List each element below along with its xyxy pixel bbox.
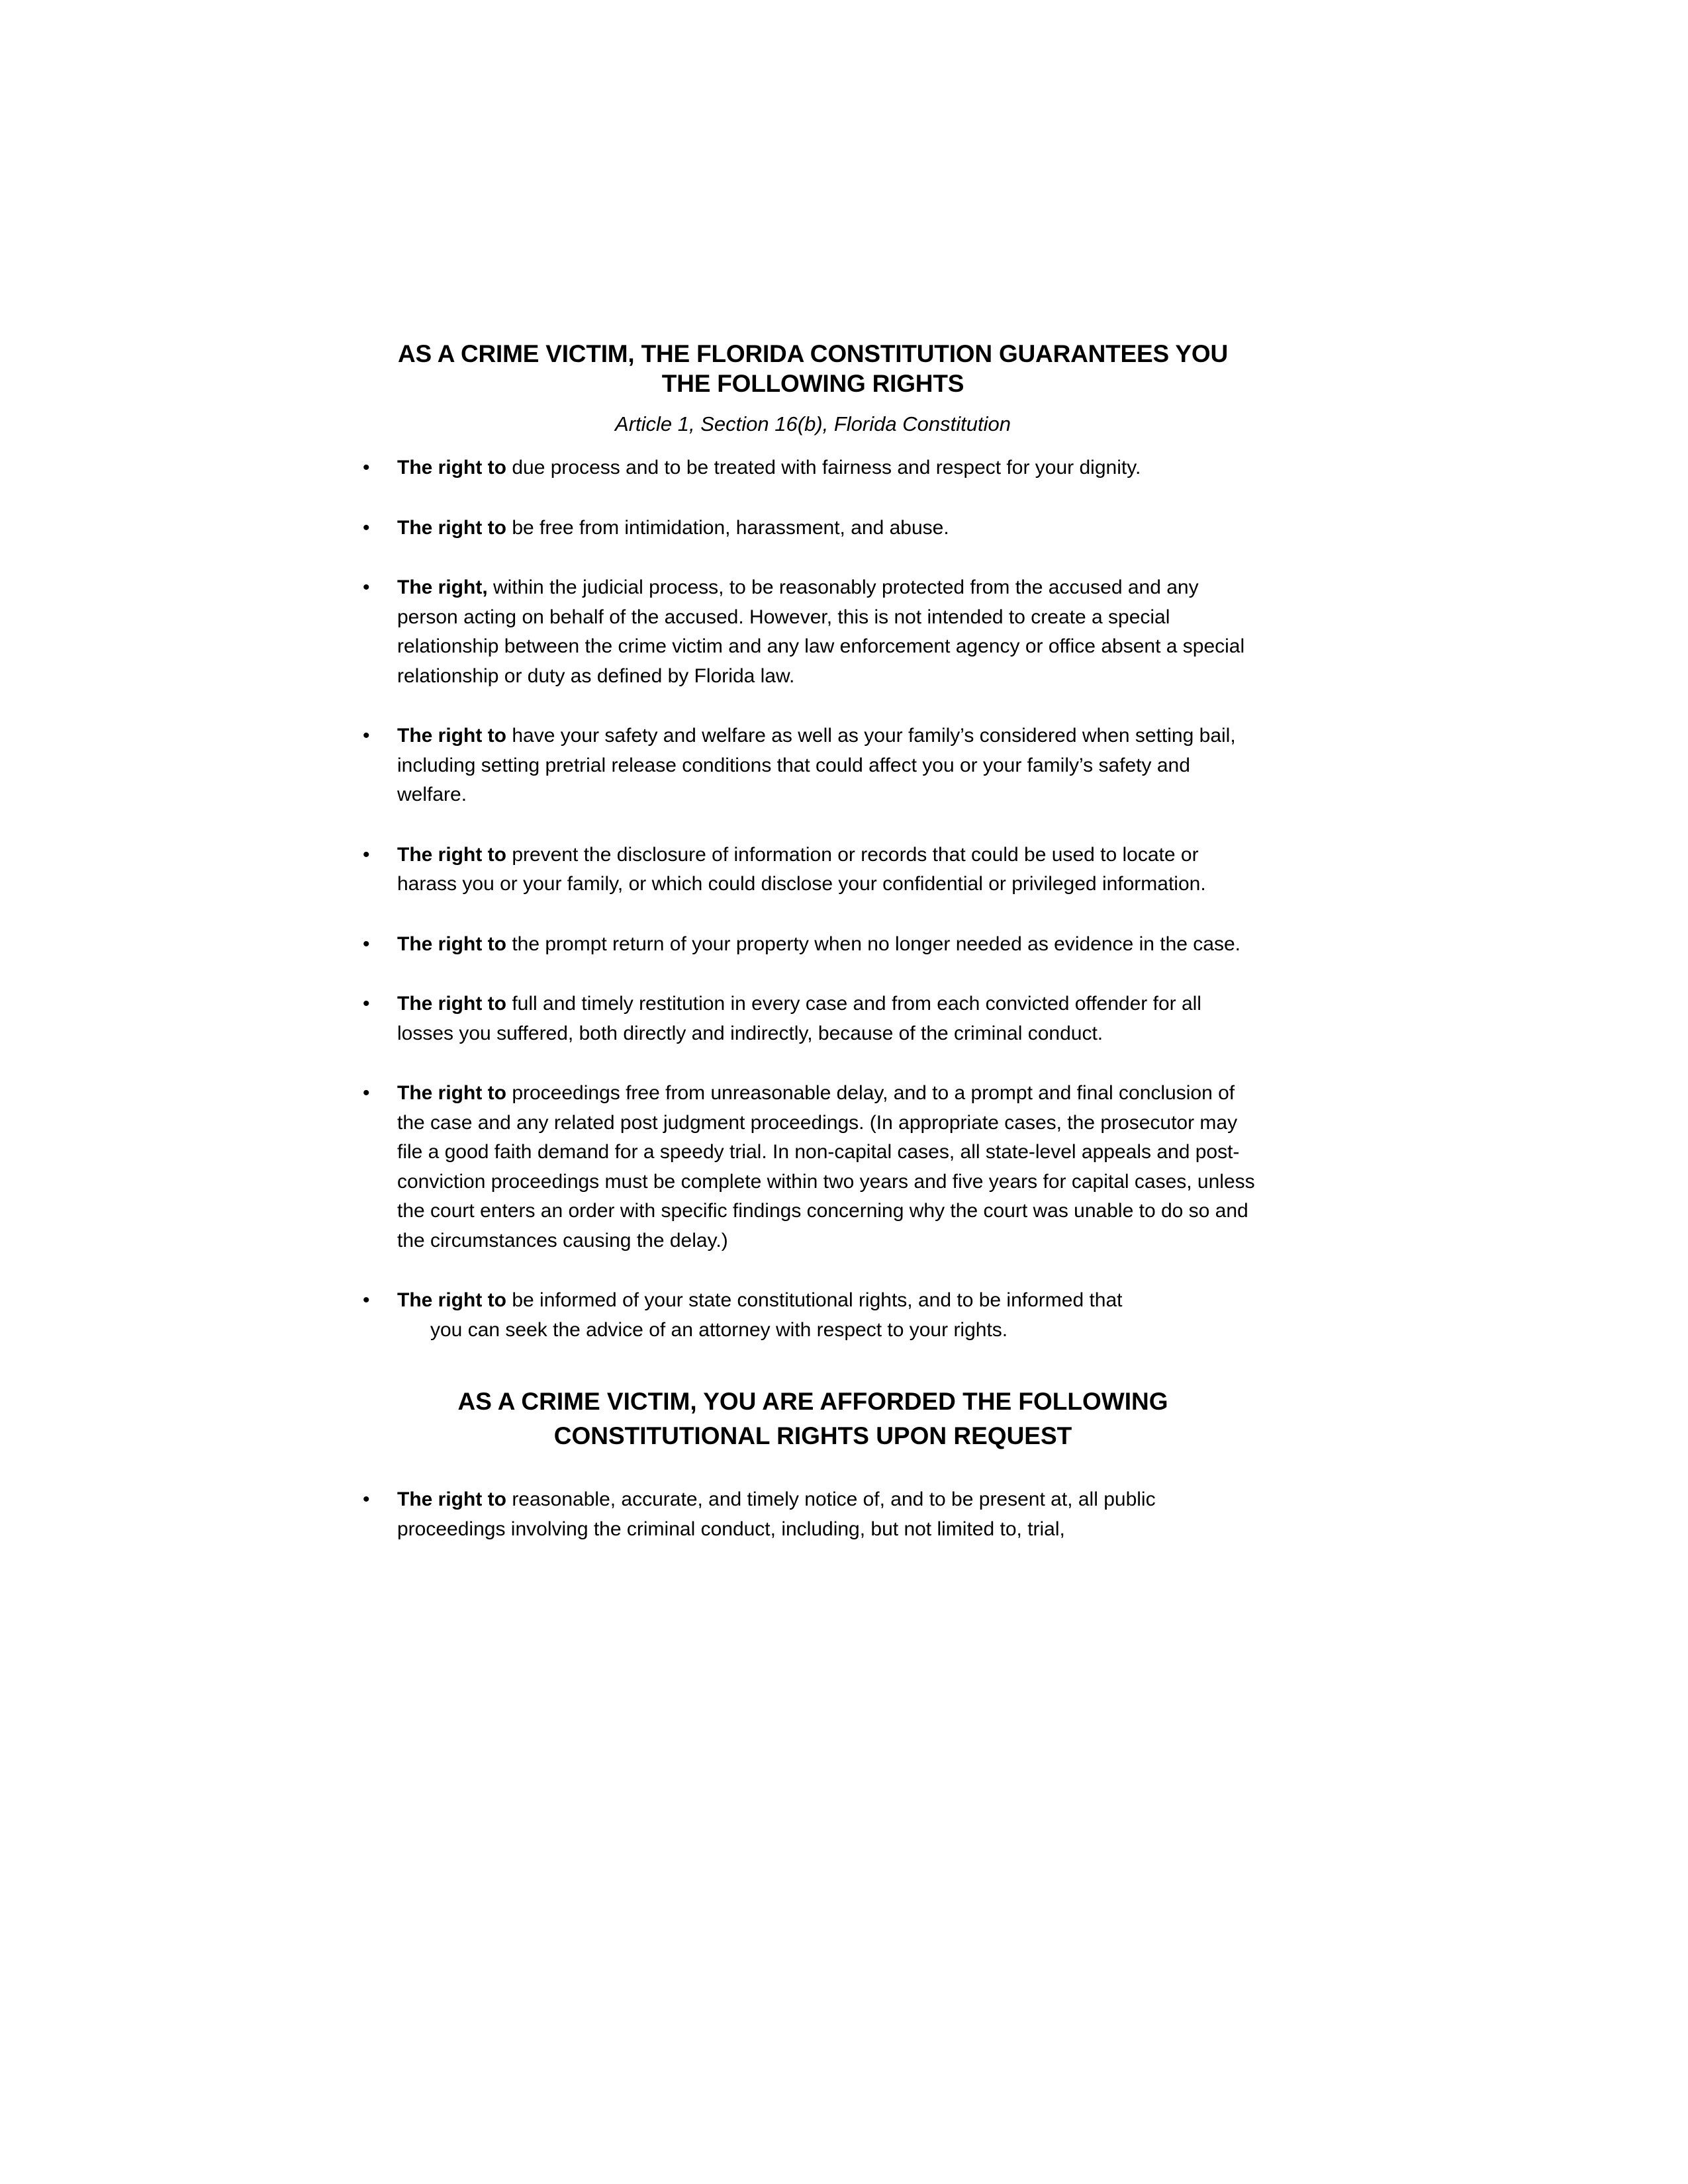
- list-item: [363, 1485, 1263, 1544]
- guaranteed-rights-list: [363, 453, 1263, 1345]
- list-item-lead: The right to: [397, 457, 506, 478]
- page-title-line-2: THE FOLLOWING RIGHTS: [661, 370, 964, 397]
- list-item-lead: The right to: [397, 1289, 506, 1311]
- list-item: [363, 1079, 1263, 1255]
- list-item-body: have your safety and welfare as well as your family’s considered when setting bail, including setting pretrial release conditions that could affect you or your family’s safety and welfare.: [397, 725, 1236, 805]
- list-item: [363, 514, 1263, 543]
- page-title: [363, 339, 1263, 398]
- section-title-upon-request: [363, 1385, 1263, 1453]
- bullet-icon: •: [363, 576, 370, 598]
- document-content: [363, 339, 1263, 1544]
- list-item: [363, 930, 1263, 960]
- list-item-lead: The right to: [397, 843, 506, 866]
- list-item-body: prevent the disclosure of information or records that could be used to locate or harass you or your family, or which could disclose your confidential or privileged information.: [397, 843, 1206, 895]
- list-item-body: be informed of your state constitutional rights, and to be informed that: [506, 1289, 1123, 1311]
- bullet-icon: •: [363, 725, 370, 747]
- list-item-lead: The right to: [397, 933, 506, 955]
- bullet-icon: •: [363, 993, 370, 1015]
- list-item-lead: The right to: [397, 725, 506, 747]
- list-item-body: due process and to be treated with fairness and respect for your dignity.: [506, 457, 1141, 478]
- bullet-icon: •: [363, 1082, 370, 1104]
- list-item-body: the prompt return of your property when no longer needed as evidence in the case.: [506, 933, 1241, 955]
- spacer: [363, 1453, 1263, 1485]
- list-item-body: reasonable, accurate, and timely notice of, and to be present at, all public proceedings involving the criminal conduct, including, but not limited to, trial,: [397, 1488, 1156, 1540]
- list-item-lead: The right to: [397, 993, 506, 1015]
- page-title-line-1: AS A CRIME VICTIM, THE FLORIDA CONSTITUTION GUARANTEES YOU: [398, 340, 1228, 367]
- document-subtitle: Article 1, Section 16(b), Florida Constitution: [615, 412, 1011, 435]
- spacer: [363, 1255, 1263, 1286]
- list-item-body: be free from intimidation, harassment, and abuse.: [506, 516, 949, 539]
- spacer: [363, 483, 1263, 514]
- bullet-icon: •: [363, 457, 370, 478]
- list-item: [363, 989, 1263, 1048]
- list-item-lead: The right to: [397, 1488, 506, 1510]
- list-item-lead: The right to: [397, 1082, 506, 1104]
- list-item-body: within the judicial process, to be reasonably protected from the accused and any person acting on behalf of the accused. However, this is not intended to create a special relationship between the crime victim and any law enforcement agency or office absent a special relationship or duty as defined by Florida law.: [397, 576, 1245, 687]
- spacer: [363, 691, 1263, 721]
- list-item-lead: The right to: [397, 516, 506, 539]
- list-item: [363, 721, 1263, 810]
- list-item-body: proceedings free from unreasonable delay, and to a prompt and final conclusion of the case and any related post judgment proceedings. (In appropriate cases, the prosecutor may file a good faith demand for a speedy trial. In non-capital cases, all state-level appeals and post-conviction proceedings must be complete within two years and five years for capital cases, unless the court enters an order with specific findings concerning why the court was unable to do so and the circumstances causing the delay.): [397, 1082, 1255, 1251]
- spacer: [363, 1048, 1263, 1079]
- bullet-icon: •: [363, 1289, 370, 1311]
- bullet-icon: •: [363, 933, 370, 955]
- section-title-line-2: CONSTITUTIONAL RIGHTS UPON REQUEST: [553, 1422, 1072, 1449]
- list-item-lead: The right,: [397, 576, 488, 598]
- list-item: [363, 1286, 1263, 1345]
- bullet-icon: •: [363, 516, 370, 539]
- upon-request-rights-list: [363, 1485, 1263, 1544]
- spacer: [363, 810, 1263, 841]
- spacer: [363, 439, 1263, 453]
- spacer: [363, 1345, 1263, 1385]
- spacer: [363, 543, 1263, 573]
- bullet-icon: •: [363, 843, 370, 866]
- section-title-line-1: AS A CRIME VICTIM, YOU ARE AFFORDED THE FOLLOWING: [457, 1388, 1168, 1415]
- list-item: [363, 453, 1263, 483]
- spacer: [363, 959, 1263, 989]
- list-item: [363, 573, 1263, 691]
- list-item-body-continuation: you can seek the advice of an attorney with respect to your rights.: [430, 1318, 1008, 1341]
- spacer: [363, 899, 1263, 930]
- list-item: [363, 841, 1263, 899]
- bullet-icon: •: [363, 1488, 370, 1510]
- list-item-body: full and timely restitution in every case and from each convicted offender for all losses you suffered, both directly and indirectly, because of the criminal conduct.: [397, 993, 1201, 1044]
